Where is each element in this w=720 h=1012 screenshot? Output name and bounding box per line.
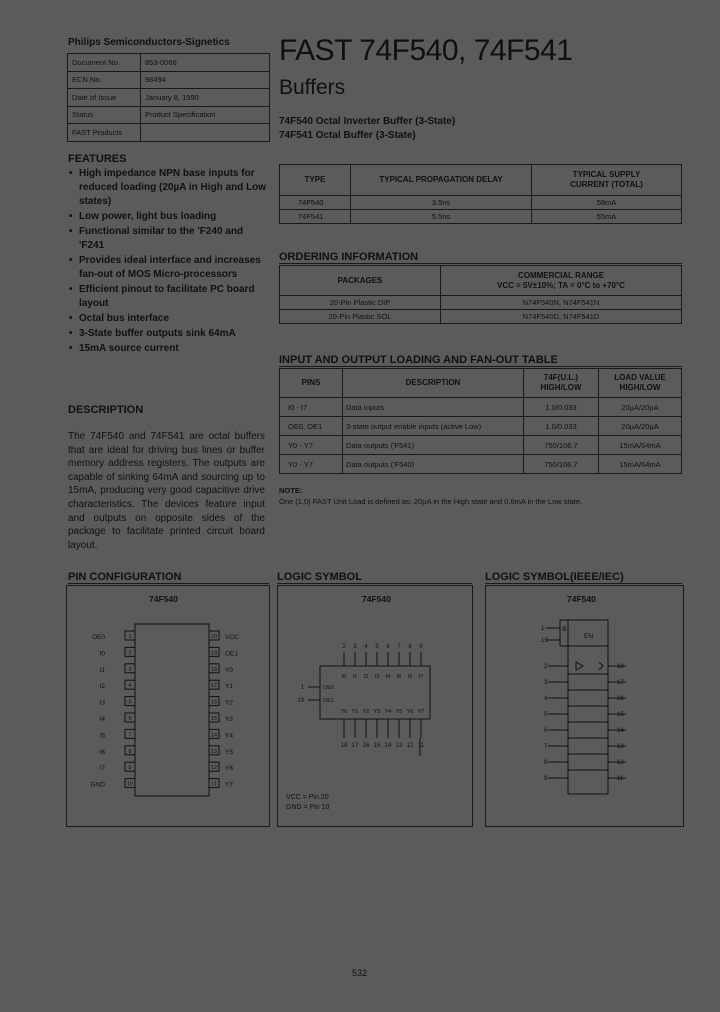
page-subtitle: Buffers bbox=[279, 76, 346, 99]
loading-cell: Data outputs ('F540) bbox=[343, 455, 524, 474]
pin-number-right: 16 bbox=[210, 699, 218, 706]
logic-output-pin-number: 14 bbox=[384, 743, 392, 749]
pin-label-left: I0 bbox=[99, 650, 105, 658]
logic-output-pin-number: 13 bbox=[395, 743, 403, 749]
loading-col-ul: 74F(U.L.) HIGH/LOW bbox=[524, 369, 599, 398]
logic-oe-label: OE1 bbox=[323, 698, 335, 704]
doc-info-value: Product Specification bbox=[141, 106, 270, 124]
ieee-input-pin-number: 4 bbox=[544, 696, 548, 702]
pin-label-right: VCC bbox=[225, 634, 239, 641]
loading-cell: Y0 - Y7 bbox=[280, 436, 343, 455]
pin-label-left: I6 bbox=[99, 748, 105, 756]
feature-item: • Provides ideal interface and increases fan-out of MOS Micro-processors bbox=[68, 254, 268, 282]
ieee-output-pin-number: 12 bbox=[617, 760, 624, 766]
logic-symbol-part: 74F540 bbox=[362, 594, 391, 604]
ordering-cell: N74F540D, N74F541D bbox=[441, 310, 682, 324]
pin-label-right: Y1 bbox=[225, 683, 233, 691]
type-cell: 74F541 bbox=[280, 210, 351, 224]
pin-config-diagram bbox=[66, 585, 270, 827]
ieee-buffer-block bbox=[568, 646, 608, 794]
pin-label-left: I1 bbox=[99, 666, 105, 674]
logic-output-pin-number: 18 bbox=[340, 743, 348, 749]
pin-number-left: 7 bbox=[128, 732, 132, 739]
doc-info-key: ECN No. bbox=[68, 71, 141, 89]
type-table bbox=[279, 164, 682, 224]
doc-info-value: 98494 bbox=[141, 71, 270, 89]
logic-ieee-svg bbox=[486, 586, 683, 826]
ieee-input-pin-number: 8 bbox=[544, 760, 548, 766]
logic-input-label: I6 bbox=[407, 674, 413, 680]
logic-input-label: I5 bbox=[396, 674, 402, 680]
loading-note: One (1.0) FAST Unit Load is defined as: 20µA in the High state and 0.6mA in the Low state. bbox=[279, 497, 583, 506]
logic-symbol-svg bbox=[278, 586, 472, 826]
features-heading: FEATURES bbox=[68, 153, 127, 165]
device-description-541: 74F541 Octal Buffer (3-State) bbox=[279, 130, 416, 141]
pin-label-left: GND bbox=[90, 781, 105, 789]
logic-input-label: I2 bbox=[363, 674, 369, 680]
loading-cell: 15mA/64mA bbox=[599, 455, 682, 474]
logic-output-label: Y4 bbox=[384, 709, 392, 715]
feature-item: • High impedance NPN base inputs for reduced loading (20µA in High and Low states) bbox=[68, 167, 268, 209]
logic-input-label: I0 bbox=[341, 674, 347, 680]
logic-output-pin-number: 15 bbox=[373, 743, 381, 749]
loading-col-load: LOAD VALUE HIGH/LOW bbox=[599, 369, 682, 398]
logic-symbol-heading: LOGIC SYMBOL bbox=[277, 571, 472, 584]
type-cell: 3.5ns bbox=[351, 196, 532, 210]
loading-cell: 20µA/20µA bbox=[599, 417, 682, 436]
pin-number-left: 3 bbox=[128, 666, 132, 673]
ieee-output-pin-number: 15 bbox=[617, 712, 624, 718]
logic-oe-label: OE0 bbox=[323, 685, 335, 691]
pin-label-left: I5 bbox=[99, 732, 105, 740]
doc-info-key: Status bbox=[68, 106, 141, 124]
ordering-heading: ORDERING INFORMATION bbox=[279, 251, 682, 264]
type-cell: 55mA bbox=[532, 210, 682, 224]
pin-label-right: OE1 bbox=[225, 650, 239, 658]
ieee-tristate-symbol bbox=[599, 662, 603, 670]
ieee-input-pin-number: 9 bbox=[544, 776, 548, 782]
pin-label-left: OE0 bbox=[91, 634, 105, 641]
pin-number-right: 12 bbox=[210, 765, 218, 772]
pin-number-right: 11 bbox=[211, 781, 217, 788]
pin-label-right: Y4 bbox=[225, 732, 233, 740]
logic-oe-pin-number: 19 bbox=[297, 698, 304, 704]
loading-col-description: DESCRIPTION bbox=[343, 369, 524, 398]
pin-number-left: 2 bbox=[128, 650, 132, 657]
loading-cell: I0 - I7 bbox=[280, 398, 343, 417]
description-heading: DESCRIPTION bbox=[68, 404, 144, 416]
type-cell: 74F540 bbox=[280, 196, 351, 210]
logic-ieee-part: 74F540 bbox=[567, 594, 596, 604]
pin-number-right: 17 bbox=[210, 683, 218, 690]
pin-number-right: 15 bbox=[210, 716, 218, 722]
feature-item: • Octal bus interface bbox=[68, 312, 268, 326]
logic-output-label: Y2 bbox=[362, 709, 370, 715]
logic-input-pin-number: 7 bbox=[397, 644, 401, 650]
ieee-buffer-triangle bbox=[576, 662, 583, 670]
doc-info-value bbox=[141, 124, 270, 142]
device-description-540: 74F540 Octal Inverter Buffer (3-State) bbox=[279, 116, 456, 127]
pin-label-right: Y6 bbox=[225, 765, 233, 773]
page-title: FAST 74F540, 74F541 bbox=[279, 34, 573, 67]
logic-output-label: Y6 bbox=[406, 709, 414, 715]
ieee-and-label: & bbox=[562, 626, 567, 633]
loading-cell: 15mA/64mA bbox=[599, 436, 682, 455]
pin-number-left: 9 bbox=[128, 765, 132, 772]
pin-label-left: I3 bbox=[99, 699, 105, 707]
feature-item: • 3-State buffer outputs sink 64mA bbox=[68, 327, 268, 341]
features-list bbox=[68, 167, 268, 357]
pin-label-left: I2 bbox=[99, 683, 105, 691]
logic-ieee-heading: LOGIC SYMBOL(IEEE/IEC) bbox=[485, 571, 682, 584]
pin-number-right: 14 bbox=[210, 732, 218, 739]
logic-output-pin-number: 16 bbox=[362, 743, 370, 749]
ieee-input-pin-number: 6 bbox=[544, 728, 548, 734]
pin-number-left: 10 bbox=[126, 781, 134, 788]
logic-input-label: I7 bbox=[418, 674, 424, 680]
logic-input-pin-number: 2 bbox=[342, 644, 346, 650]
page-number: 532 bbox=[352, 968, 368, 978]
logic-ieee-diagram bbox=[485, 585, 684, 827]
ieee-output-pin-number: 11 bbox=[617, 776, 624, 782]
pin-label-left: I4 bbox=[99, 716, 105, 723]
ieee-input-pin-number: 5 bbox=[544, 712, 548, 718]
loading-cell: OE0, OE1 bbox=[280, 417, 343, 436]
pin-number-left: 6 bbox=[128, 716, 132, 722]
dip-package bbox=[135, 624, 209, 796]
ordering-table bbox=[279, 265, 682, 324]
logic-output-label: Y3 bbox=[373, 709, 381, 715]
ordering-col-packages: PACKAGES bbox=[280, 266, 441, 296]
logic-input-pin-number: 3 bbox=[353, 644, 357, 650]
type-table-header: TYPE bbox=[280, 165, 351, 196]
pin-label-right: Y5 bbox=[225, 748, 233, 756]
pin-number-left: 1 bbox=[128, 634, 132, 640]
pin-label-right: Y2 bbox=[225, 699, 233, 707]
feature-item: • Efficient pinout to facilitate PC board layout bbox=[68, 283, 268, 311]
pin-number-left: 4 bbox=[128, 683, 132, 690]
pin-number-left: 8 bbox=[128, 748, 132, 755]
loading-cell: 750/106.7 bbox=[524, 436, 599, 455]
loading-cell: Data outputs ('F541) bbox=[343, 436, 524, 455]
logic-output-label: Y1 bbox=[351, 709, 359, 715]
type-cell: 58mA bbox=[532, 196, 682, 210]
loading-cell: 1.0/0.033 bbox=[524, 417, 599, 436]
loading-cell: 1.0/0.033 bbox=[524, 398, 599, 417]
doc-info-key: Document No. bbox=[68, 54, 141, 72]
feature-item: • Functional similar to the 'F240 and 'F241 bbox=[68, 225, 268, 253]
ieee-input-pin-number: 7 bbox=[544, 744, 548, 750]
doc-info-value: 853-0066 bbox=[141, 54, 270, 72]
ieee-en-label: EN bbox=[584, 633, 594, 640]
pin-label-right: Y3 bbox=[225, 716, 233, 723]
logic-input-pin-number: 9 bbox=[419, 644, 423, 650]
logic-input-pin-number: 4 bbox=[364, 644, 368, 650]
ordering-col-range bbox=[441, 266, 682, 296]
ordering-range-title: COMMERCIAL RANGE bbox=[517, 270, 605, 280]
logic-oe-pin-number: 1 bbox=[300, 685, 304, 691]
type-table-header: TYPICAL PROPAGATION DELAY bbox=[351, 165, 532, 196]
logic-symbol-diagram bbox=[277, 585, 473, 827]
feature-item: • 15mA source current bbox=[68, 342, 268, 356]
ieee-input-pin-number: 2 bbox=[544, 664, 548, 670]
loading-col-pins: PINS bbox=[280, 369, 343, 398]
ordering-cell: N74F540N, N74F541N bbox=[441, 296, 682, 310]
pin-label-right: Y7 bbox=[225, 781, 233, 789]
loading-heading: INPUT AND OUTPUT LOADING AND FAN-OUT TABLE bbox=[279, 354, 682, 367]
document-info-table bbox=[67, 53, 270, 142]
loading-table bbox=[279, 368, 682, 474]
logic-input-pin-number: 8 bbox=[408, 644, 412, 650]
pin-number-left: 5 bbox=[128, 699, 132, 706]
description-text: The 74F540 and 74F541 are octal buffers that are ideal for driving bus lines or buffer memory address registers. The outputs are capable of sinking 64mA and sourcing up to 15mA, producing very good capacitive drive characteristics. The devices feature input and outputs on opposite sides of the package to facilitate printed circuit board layout. bbox=[68, 431, 265, 551]
loading-cell: Y0 - Y7 bbox=[280, 455, 343, 474]
doc-info-value: January 8, 1990 bbox=[141, 89, 270, 107]
logic-output-pin-number: 11 bbox=[417, 743, 425, 749]
ordering-range-conditions: VCC = 5V±10%; TA = 0°C to +70°C bbox=[497, 280, 625, 290]
type-cell: 5.5ns bbox=[351, 210, 532, 224]
vcc-note: VCC = Pin 20 bbox=[286, 794, 329, 801]
ieee-input-pin-number: 3 bbox=[544, 680, 548, 686]
loading-note-label: NOTE: bbox=[279, 486, 303, 495]
loading-cell: 750/106.7 bbox=[524, 455, 599, 474]
logic-input-label: I3 bbox=[374, 674, 380, 680]
loading-cell: Data inputs bbox=[343, 398, 524, 417]
pin-number-right: 20 bbox=[210, 634, 218, 640]
logic-output-label: Y7 bbox=[417, 709, 425, 715]
doc-info-key: Date of Issue bbox=[68, 89, 141, 107]
pin-config-heading: PIN CONFIGURATION bbox=[68, 571, 269, 584]
ieee-ctrl-pin-number: 1 bbox=[541, 626, 545, 632]
logic-output-pin-number: 12 bbox=[406, 743, 414, 749]
ieee-output-pin-number: 16 bbox=[617, 696, 624, 702]
pin-number-right: 19 bbox=[210, 650, 218, 657]
logic-input-label: I1 bbox=[352, 674, 358, 680]
gnd-note: GND = Pin 10 bbox=[286, 804, 330, 811]
ieee-output-pin-number: 14 bbox=[617, 728, 624, 734]
pin-label-right: Y0 bbox=[225, 666, 233, 674]
ieee-output-pin-number: 17 bbox=[617, 680, 624, 686]
pin-number-right: 18 bbox=[210, 666, 218, 673]
feature-item: • Low power, light bus loading bbox=[68, 210, 268, 224]
ieee-output-pin-number: 13 bbox=[617, 744, 624, 750]
logic-input-label: I4 bbox=[385, 674, 391, 680]
company-name: Philips Semiconductors-Signetics bbox=[68, 37, 230, 48]
ieee-ctrl-pin-number: 19 bbox=[541, 638, 548, 644]
ieee-output-pin-number: 18 bbox=[617, 664, 624, 670]
type-table-header: TYPICAL SUPPLY CURRENT (TOTAL) bbox=[532, 165, 682, 196]
loading-cell: 3-state output enable inputs (active Low) bbox=[343, 417, 524, 436]
loading-cell: 20µA/20µA bbox=[599, 398, 682, 417]
logic-output-label: Y5 bbox=[395, 709, 403, 715]
pin-label-left: I7 bbox=[99, 765, 105, 773]
ordering-cell: 20-Pin Plastic SOL bbox=[280, 310, 441, 324]
doc-info-key: FAST Products bbox=[68, 124, 141, 142]
pin-config-svg bbox=[67, 586, 269, 826]
pin-config-part: 74F540 bbox=[149, 594, 178, 604]
logic-input-pin-number: 6 bbox=[386, 644, 390, 650]
ordering-cell: 20-Pin Plastic DIP bbox=[280, 296, 441, 310]
logic-output-label: Y0 bbox=[340, 709, 348, 715]
pin-number-right: 13 bbox=[210, 748, 218, 755]
logic-output-pin-number: 17 bbox=[351, 743, 359, 749]
logic-input-pin-number: 5 bbox=[375, 644, 379, 650]
